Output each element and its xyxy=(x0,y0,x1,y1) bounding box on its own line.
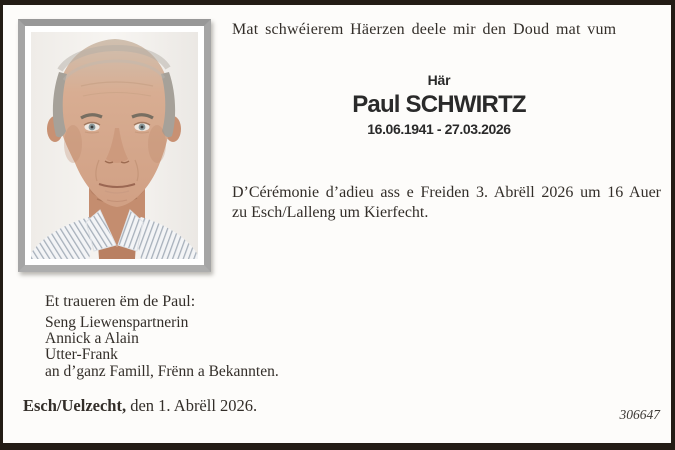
place-date-line xyxy=(23,396,257,416)
honorific: Här xyxy=(427,72,451,88)
mourner-name: Seng Liewenspartnerin xyxy=(45,314,189,331)
deceased-name: Paul SCHWIRTZ xyxy=(352,91,526,118)
date-text: den 1. Abrëll 2026. xyxy=(126,396,258,415)
mourner-name: Annick a Alain xyxy=(45,330,139,348)
reference-number: 306647 xyxy=(619,407,660,422)
place: Esch/Uelzecht, xyxy=(23,396,127,415)
life-dates: 16.06.1941 - 27.03.2026 xyxy=(367,121,511,137)
mourning-intro: Et traueren ëm de Paul: xyxy=(45,293,196,310)
portrait-photo xyxy=(31,32,198,259)
ceremony-line-1: D’Cérémonie d’adieu ass e Freiden 3. Abrëll 2026 um 16 Auer xyxy=(232,184,661,201)
portrait-photo-frame xyxy=(18,19,211,272)
mourning-block xyxy=(45,293,279,380)
name-block xyxy=(232,73,646,137)
intro-line: Mat schwéierem Häerzen deele mir den Doud mat vum xyxy=(232,21,617,38)
mourner-name: Utter-Frank xyxy=(45,346,118,364)
mourner-name: an d’ganz Famill, Frënn a Bekannten. xyxy=(45,362,279,380)
ceremony-line-2: zu Esch/Lalleng um Kierfecht. xyxy=(232,204,429,221)
ceremony-text xyxy=(232,183,661,223)
